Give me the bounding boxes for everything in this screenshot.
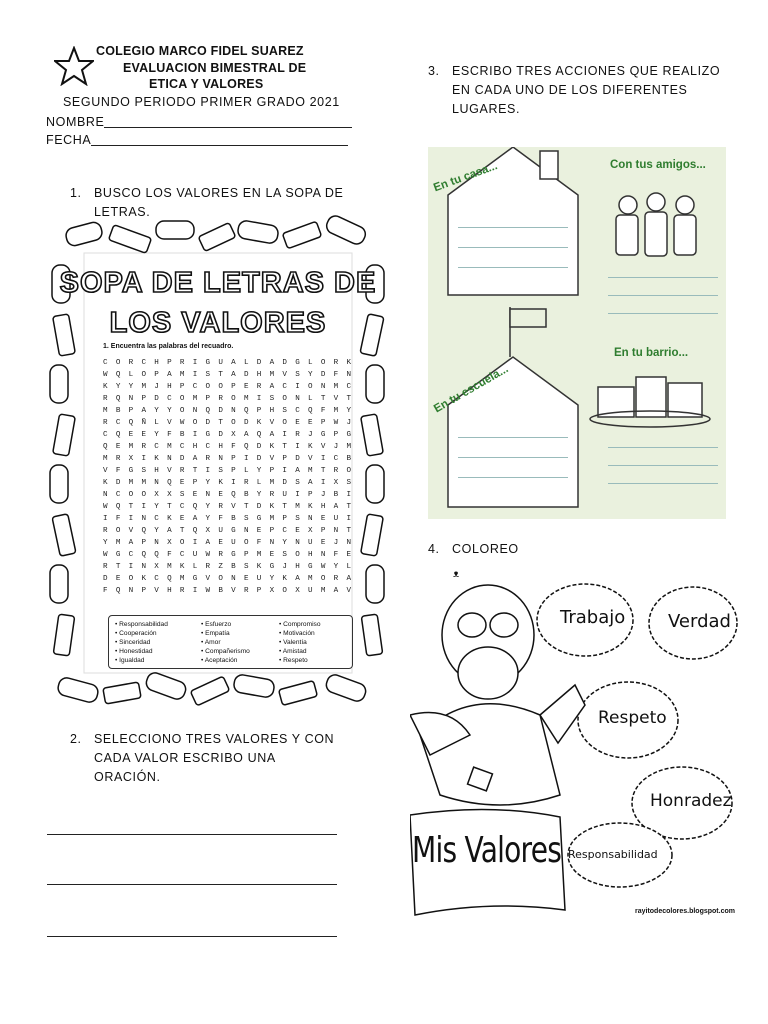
- word-search-title-line2: LOS VALORES: [109, 307, 327, 339]
- question-2: [70, 730, 380, 790]
- word-search: [48, 215, 388, 712]
- label-friends: Con tus amigos...: [610, 159, 706, 171]
- word-search-instruction: 1. Encuentra las palabras del recuadro.: [103, 343, 234, 350]
- grid-row: R O V Q Y A T Q X U G N E P C E X P N T: [103, 527, 351, 535]
- home-line-3[interactable]: [458, 267, 568, 268]
- word-list-col3: [279, 620, 321, 665]
- banner-mis-valores: Mis Valores: [412, 830, 562, 871]
- question-2-line3: ORACIÓN.: [94, 770, 161, 784]
- word-list-item: • Igualdad: [115, 656, 168, 665]
- word-search-title-line1: SOPA DE LETRAS DE: [59, 267, 377, 299]
- grid-row: M R X I K N D A R N P I D V P D V I C B: [103, 455, 351, 463]
- letter-grid: [103, 357, 351, 597]
- answer-line-1[interactable]: [47, 834, 337, 835]
- grid-row: C Q E E Y F B I G D X A Q A I R J G P G: [103, 431, 351, 439]
- cloud-verdad: Verdad: [668, 611, 731, 632]
- word-list-item: • Compromiso: [279, 620, 321, 629]
- grid-row: R C Q Ñ L V W O D T O D K V O E E P W J: [103, 419, 351, 427]
- question-2-line2: CADA VALOR ESCRIBO UNA: [94, 751, 276, 765]
- cloud-trabajo: Trabajo: [560, 607, 626, 628]
- word-list-col2: [201, 620, 250, 665]
- question-2-number: 2.: [70, 732, 82, 746]
- word-list-item: • Empatía: [201, 629, 250, 638]
- word-list-item: • Valentía: [279, 638, 321, 647]
- home-line-1[interactable]: [458, 227, 568, 228]
- grid-row: M B P A Y Y O N Q D N Q P H S C Q F M Y: [103, 407, 351, 415]
- word-list-item: • Amistad: [279, 647, 321, 656]
- word-list-item: • Motivación: [279, 629, 321, 638]
- subject-title: ETICA Y VALORES: [149, 77, 264, 91]
- grid-row: R Q N P D C O M P R O M I S O N L T V T: [103, 395, 351, 403]
- barrio-line-1[interactable]: [608, 447, 718, 448]
- grid-row: K Y Y M J H P C O O P E R A C I O N M C: [103, 383, 351, 391]
- word-list-item: • Aceptación: [201, 656, 250, 665]
- svg-text:ᴥ: ᴥ: [453, 569, 460, 580]
- barrio-line-3[interactable]: [608, 483, 718, 484]
- grid-row: I F I N C K E A Y F B S G M P S N E U I: [103, 515, 351, 523]
- answer-line-2[interactable]: [47, 884, 337, 885]
- cloud-honradez: Honradez: [650, 791, 732, 811]
- star-icon: [54, 46, 94, 86]
- grid-row: Q E M R C M C H C H F Q D K T I K V J M: [103, 443, 351, 451]
- grid-row: W Q L O P A M I S T A D H M V S Y D F N: [103, 371, 351, 379]
- grid-row: D E O K C Q M G V O N E U Y K A M O R A: [103, 575, 351, 583]
- word-list-col1: [115, 620, 168, 665]
- label-school: En tu escuela...: [432, 363, 511, 416]
- question-3-line2: EN CADA UNO DE LOS DIFERENTES: [452, 83, 688, 97]
- question-3-number: 3.: [428, 64, 440, 78]
- grid-row: Y M A P N X O I A E U O F N Y N U E J N: [103, 539, 351, 547]
- grid-row: K D M M N Q E P Y K I R L M D S A I X S: [103, 479, 351, 487]
- answer-line-3[interactable]: [47, 936, 337, 937]
- question-1-line2: LETRAS.: [94, 205, 151, 219]
- word-list-item: • Cooperación: [115, 629, 168, 638]
- friends-line-1[interactable]: [608, 277, 718, 278]
- word-list-item: • Compañerismo: [201, 647, 250, 656]
- date-label: FECHA: [46, 133, 92, 147]
- word-list-item: • Amor: [201, 638, 250, 647]
- cloud-responsabilidad: Responsabilidad: [568, 848, 658, 861]
- grid-row: R T I N X M K L R Z B S K G J H G W Y L: [103, 563, 351, 571]
- grid-row: N C O O X X S E N E Q B Y R U I P J B I: [103, 491, 351, 499]
- name-field[interactable]: [46, 115, 352, 129]
- coloring-image: [410, 565, 745, 935]
- word-list: [108, 615, 353, 669]
- question-3: [428, 62, 748, 122]
- grid-row: W Q T I Y T C Q Y R V T D K T M K H A T: [103, 503, 351, 511]
- school-line-3[interactable]: [458, 477, 568, 478]
- name-label: NOMBRE: [46, 115, 105, 129]
- word-list-item: • Honestidad: [115, 647, 168, 656]
- school-line-2[interactable]: [458, 457, 568, 458]
- barrio-line-2[interactable]: [608, 465, 718, 466]
- grid-row: W G C Q Q F C U W R G P M E S O H N F E: [103, 551, 351, 559]
- friends-line-2[interactable]: [608, 295, 718, 296]
- question-1-line1: BUSCO LOS VALORES EN LA SOPA DE: [94, 186, 344, 200]
- grid-row: C O R C H P R I G U A L D A D G L O R K: [103, 359, 351, 367]
- home-line-2[interactable]: [458, 247, 568, 248]
- cloud-respeto: Respeto: [598, 708, 667, 728]
- houses-drawing: [428, 147, 726, 519]
- word-list-item: • Esfuerzo: [201, 620, 250, 629]
- word-list-item: • Sinceridad: [115, 638, 168, 647]
- question-4-line1: COLOREO: [452, 542, 519, 556]
- school-line-1[interactable]: [458, 437, 568, 438]
- question-3-line3: LUGARES.: [452, 102, 521, 116]
- question-2-line1: SELECCIONO TRES VALORES Y CON: [94, 732, 335, 746]
- date-field[interactable]: [46, 133, 348, 147]
- label-neighborhood: En tu barrio...: [614, 347, 689, 359]
- image-credit: rayitodecolores.blogspot.com: [635, 908, 735, 915]
- friends-line-3[interactable]: [608, 313, 718, 314]
- question-4: [428, 540, 628, 560]
- grid-row: V F G S H V R T I S P L Y P I A M T R O: [103, 467, 351, 475]
- word-list-item: • Responsabilidad: [115, 620, 168, 629]
- question-3-line1: ESCRIBO TRES ACCIONES QUE REALIZO: [452, 64, 721, 78]
- school-name: COLEGIO MARCO FIDEL SUAREZ: [96, 44, 304, 58]
- grid-row: F Q N P V H R I W B V R P X O X U M A V: [103, 587, 351, 595]
- label-home: En tu casa...: [432, 160, 500, 195]
- question-1-number: 1.: [70, 186, 82, 200]
- evaluation-title: EVALUACION BIMESTRAL DE: [123, 61, 307, 75]
- word-list-item: • Respeto: [279, 656, 321, 665]
- question-4-number: 4.: [428, 542, 440, 556]
- period-line: SEGUNDO PERIODO PRIMER GRADO 2021: [63, 95, 340, 109]
- places-panel: [428, 147, 726, 519]
